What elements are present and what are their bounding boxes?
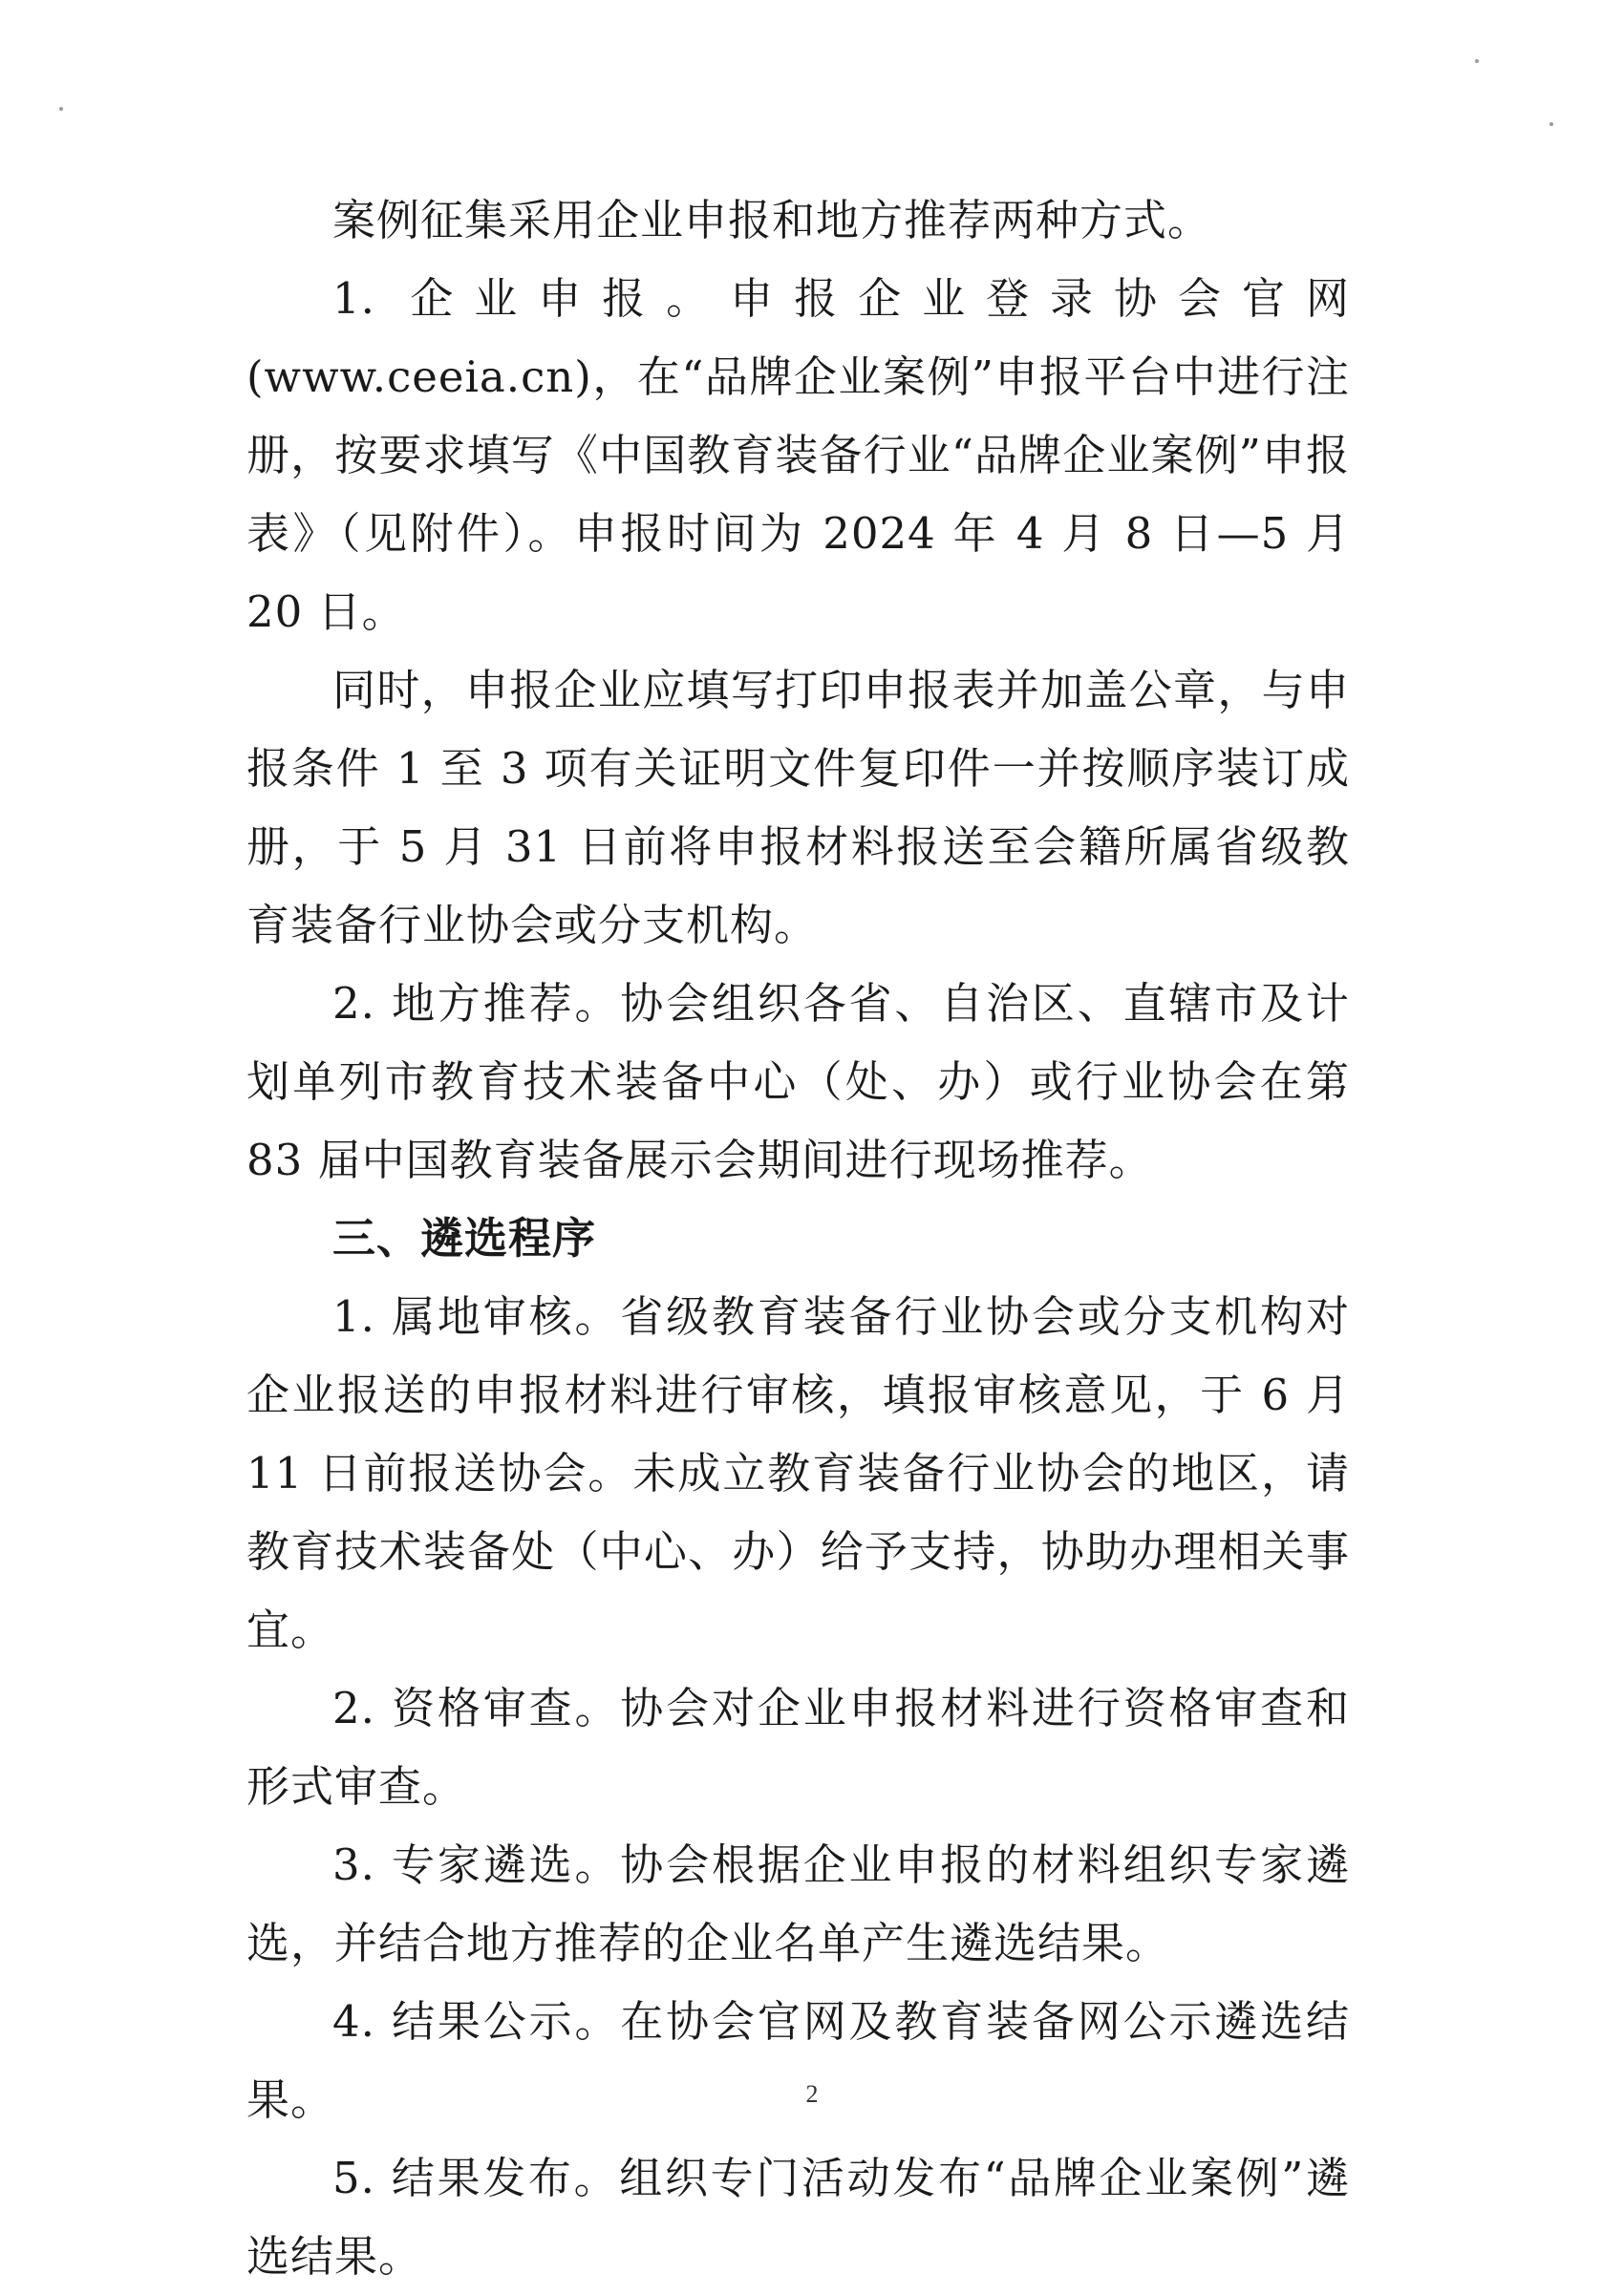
paragraph-submission-materials: 同时，申报企业应填写打印申报表并加盖公章，与申报条件 1 至 3 项有关证明文件复印件一并按顺序装订成册，于 5 月 31 日前将申报材料报送至会籍所属省级教育装备行业协会或分支机构。 [246, 665, 1350, 950]
scan-speck [59, 107, 63, 111]
document-body [246, 181, 1350, 2296]
paragraph-intro: 案例征集采用企业申报和地方推荐两种方式。 [332, 195, 1212, 245]
page-number: 2 [805, 2080, 819, 2108]
section-heading-selection-procedure: 三、遴选程序 [332, 1213, 597, 1264]
paragraph-local-review: 1. 属地审核。省级教育装备行业协会或分支机构对企业报送的申报材料进行审核，填报审核意见，于 6 月 11 日前报送协会。未成立教育装备行业协会的地区，请教育技术装备处（中心、办）给予支持，协助办理相关事宜。 [246, 1291, 1350, 1655]
scan-speck [1549, 122, 1553, 126]
paragraph-result-release: 5. 结果发布。组织专门活动发布“品牌企业案例”遴选结果。 [246, 2153, 1350, 2282]
paragraph-result-publicity: 4. 结果公示。在协会官网及教育装备网公示遴选结果。 [246, 1996, 1350, 2125]
scan-speck [1475, 59, 1479, 63]
paragraph-enterprise-application: 1. 企业申报。申报企业登录协会官网(www.ceeia.cn)，在“品牌企业案例”申报平台中进行注册，按要求填写《中国教育装备行业“品牌企业案例”申报表》（见附件）。申报时间为 2024 年 4 月 8 日—5 月 20 日。 [246, 273, 1350, 637]
paragraph-qualification-review: 2. 资格审查。协会对企业申报材料进行资格审查和形式审查。 [246, 1683, 1350, 1812]
paragraph-local-recommendation: 2. 地方推荐。协会组织各省、自治区、直辖市及计划单列市教育技术装备中心（处、办）或行业协会在第 83 届中国教育装备展示会期间进行现场推荐。 [246, 978, 1350, 1185]
paragraph-expert-selection: 3. 专家遴选。协会根据企业申报的材料组织专家遴选，并结合地方推荐的企业名单产生遴选结果。 [246, 1839, 1350, 1968]
